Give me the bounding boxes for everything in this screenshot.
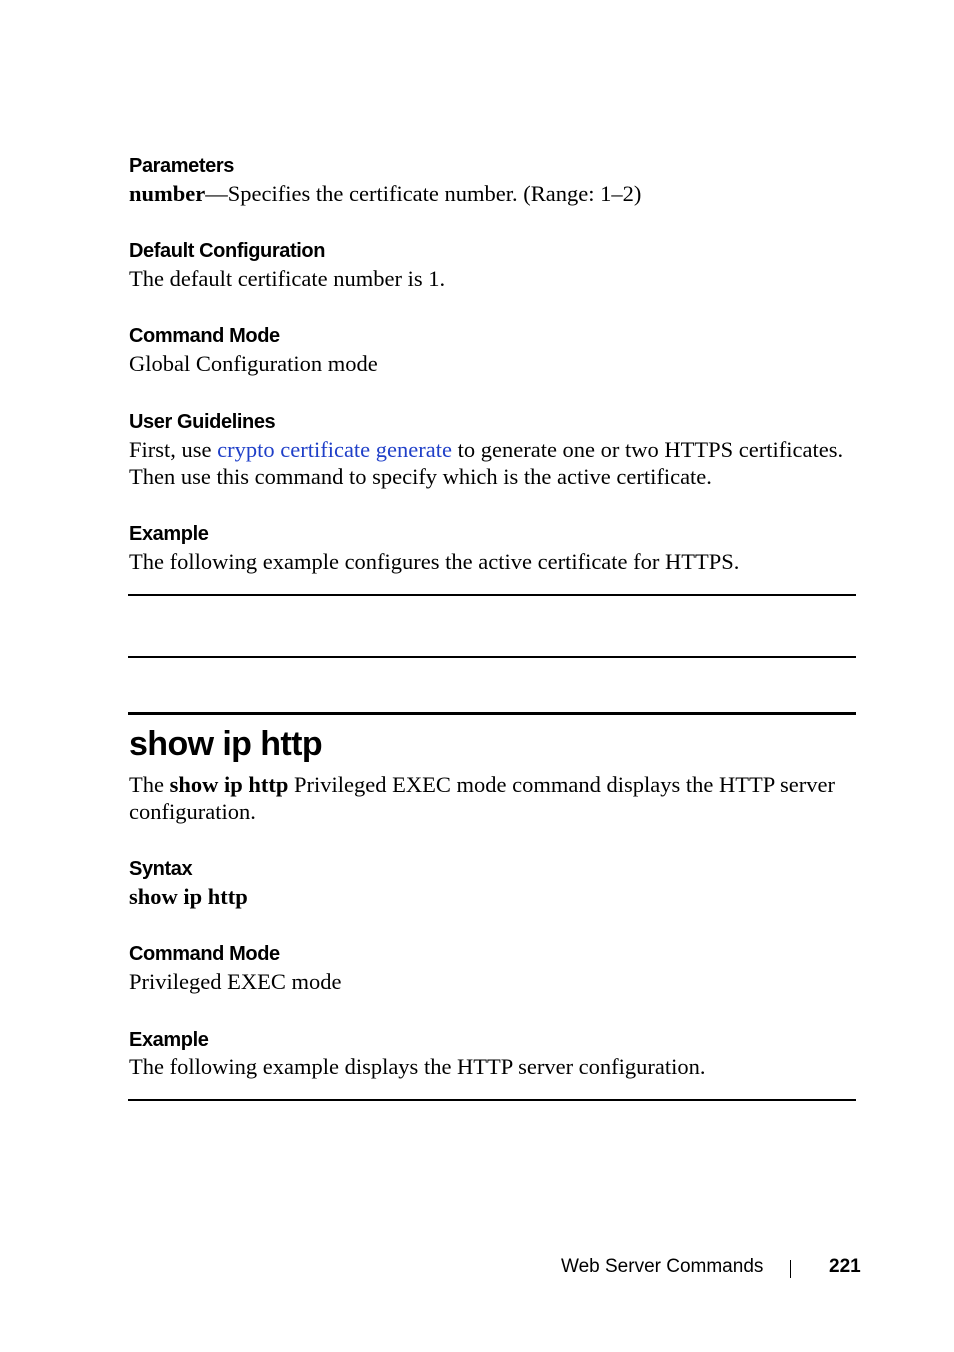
parameters-heading: Parameters bbox=[129, 155, 234, 177]
user-guidelines-text bbox=[129, 436, 857, 490]
example-text-2: The following example displays the HTTP server configuration. bbox=[129, 1054, 706, 1079]
page-number: 221 bbox=[829, 1256, 861, 1277]
crypto-certificate-generate-link[interactable]: crypto certificate generate bbox=[217, 437, 452, 462]
command-mode-heading: Command Mode bbox=[129, 325, 280, 347]
intro-command: show ip http bbox=[169, 772, 289, 797]
intro-text bbox=[129, 771, 857, 825]
intro-text-start: The bbox=[129, 772, 170, 797]
syntax-text: show ip http bbox=[129, 884, 248, 909]
syntax-heading: Syntax bbox=[129, 858, 193, 880]
example-bottom-rule bbox=[128, 656, 856, 658]
command-mode-text: Global Configuration mode bbox=[129, 351, 378, 376]
example-heading: Example bbox=[129, 523, 209, 545]
user-guidelines-heading: User Guidelines bbox=[129, 411, 276, 433]
footer-section-name: Web Server Commands bbox=[561, 1256, 764, 1277]
footer-divider bbox=[790, 1260, 791, 1278]
example-heading-2: Example bbox=[129, 1029, 209, 1051]
parameters-text bbox=[129, 180, 857, 207]
default-configuration-heading: Default Configuration bbox=[129, 240, 326, 262]
intro-text-end: Privileged EXEC mode command displays the HTTP server configuration. bbox=[129, 772, 835, 824]
example-top-rule bbox=[128, 594, 856, 596]
page-title: show ip http bbox=[129, 725, 322, 763]
user-guidelines-text-end: to generate one or two HTTPS certificates. Then use this command to specify which is the active certificate. bbox=[129, 437, 844, 489]
default-configuration-text: The default certificate number is 1. bbox=[129, 266, 446, 291]
example-text: The following example configures the active certificate for HTTPS. bbox=[129, 549, 740, 574]
user-guidelines-text-start: First, use bbox=[129, 437, 218, 462]
command-mode-text-2: Privileged EXEC mode bbox=[129, 969, 342, 994]
example-top-rule-2 bbox=[128, 1099, 856, 1101]
parameters-term: number bbox=[129, 181, 206, 206]
section-title-rule bbox=[128, 712, 856, 715]
command-mode-heading-2: Command Mode bbox=[129, 943, 280, 965]
parameters-description: —Specifies the certificate number. (Range: 1–2) bbox=[205, 181, 642, 206]
